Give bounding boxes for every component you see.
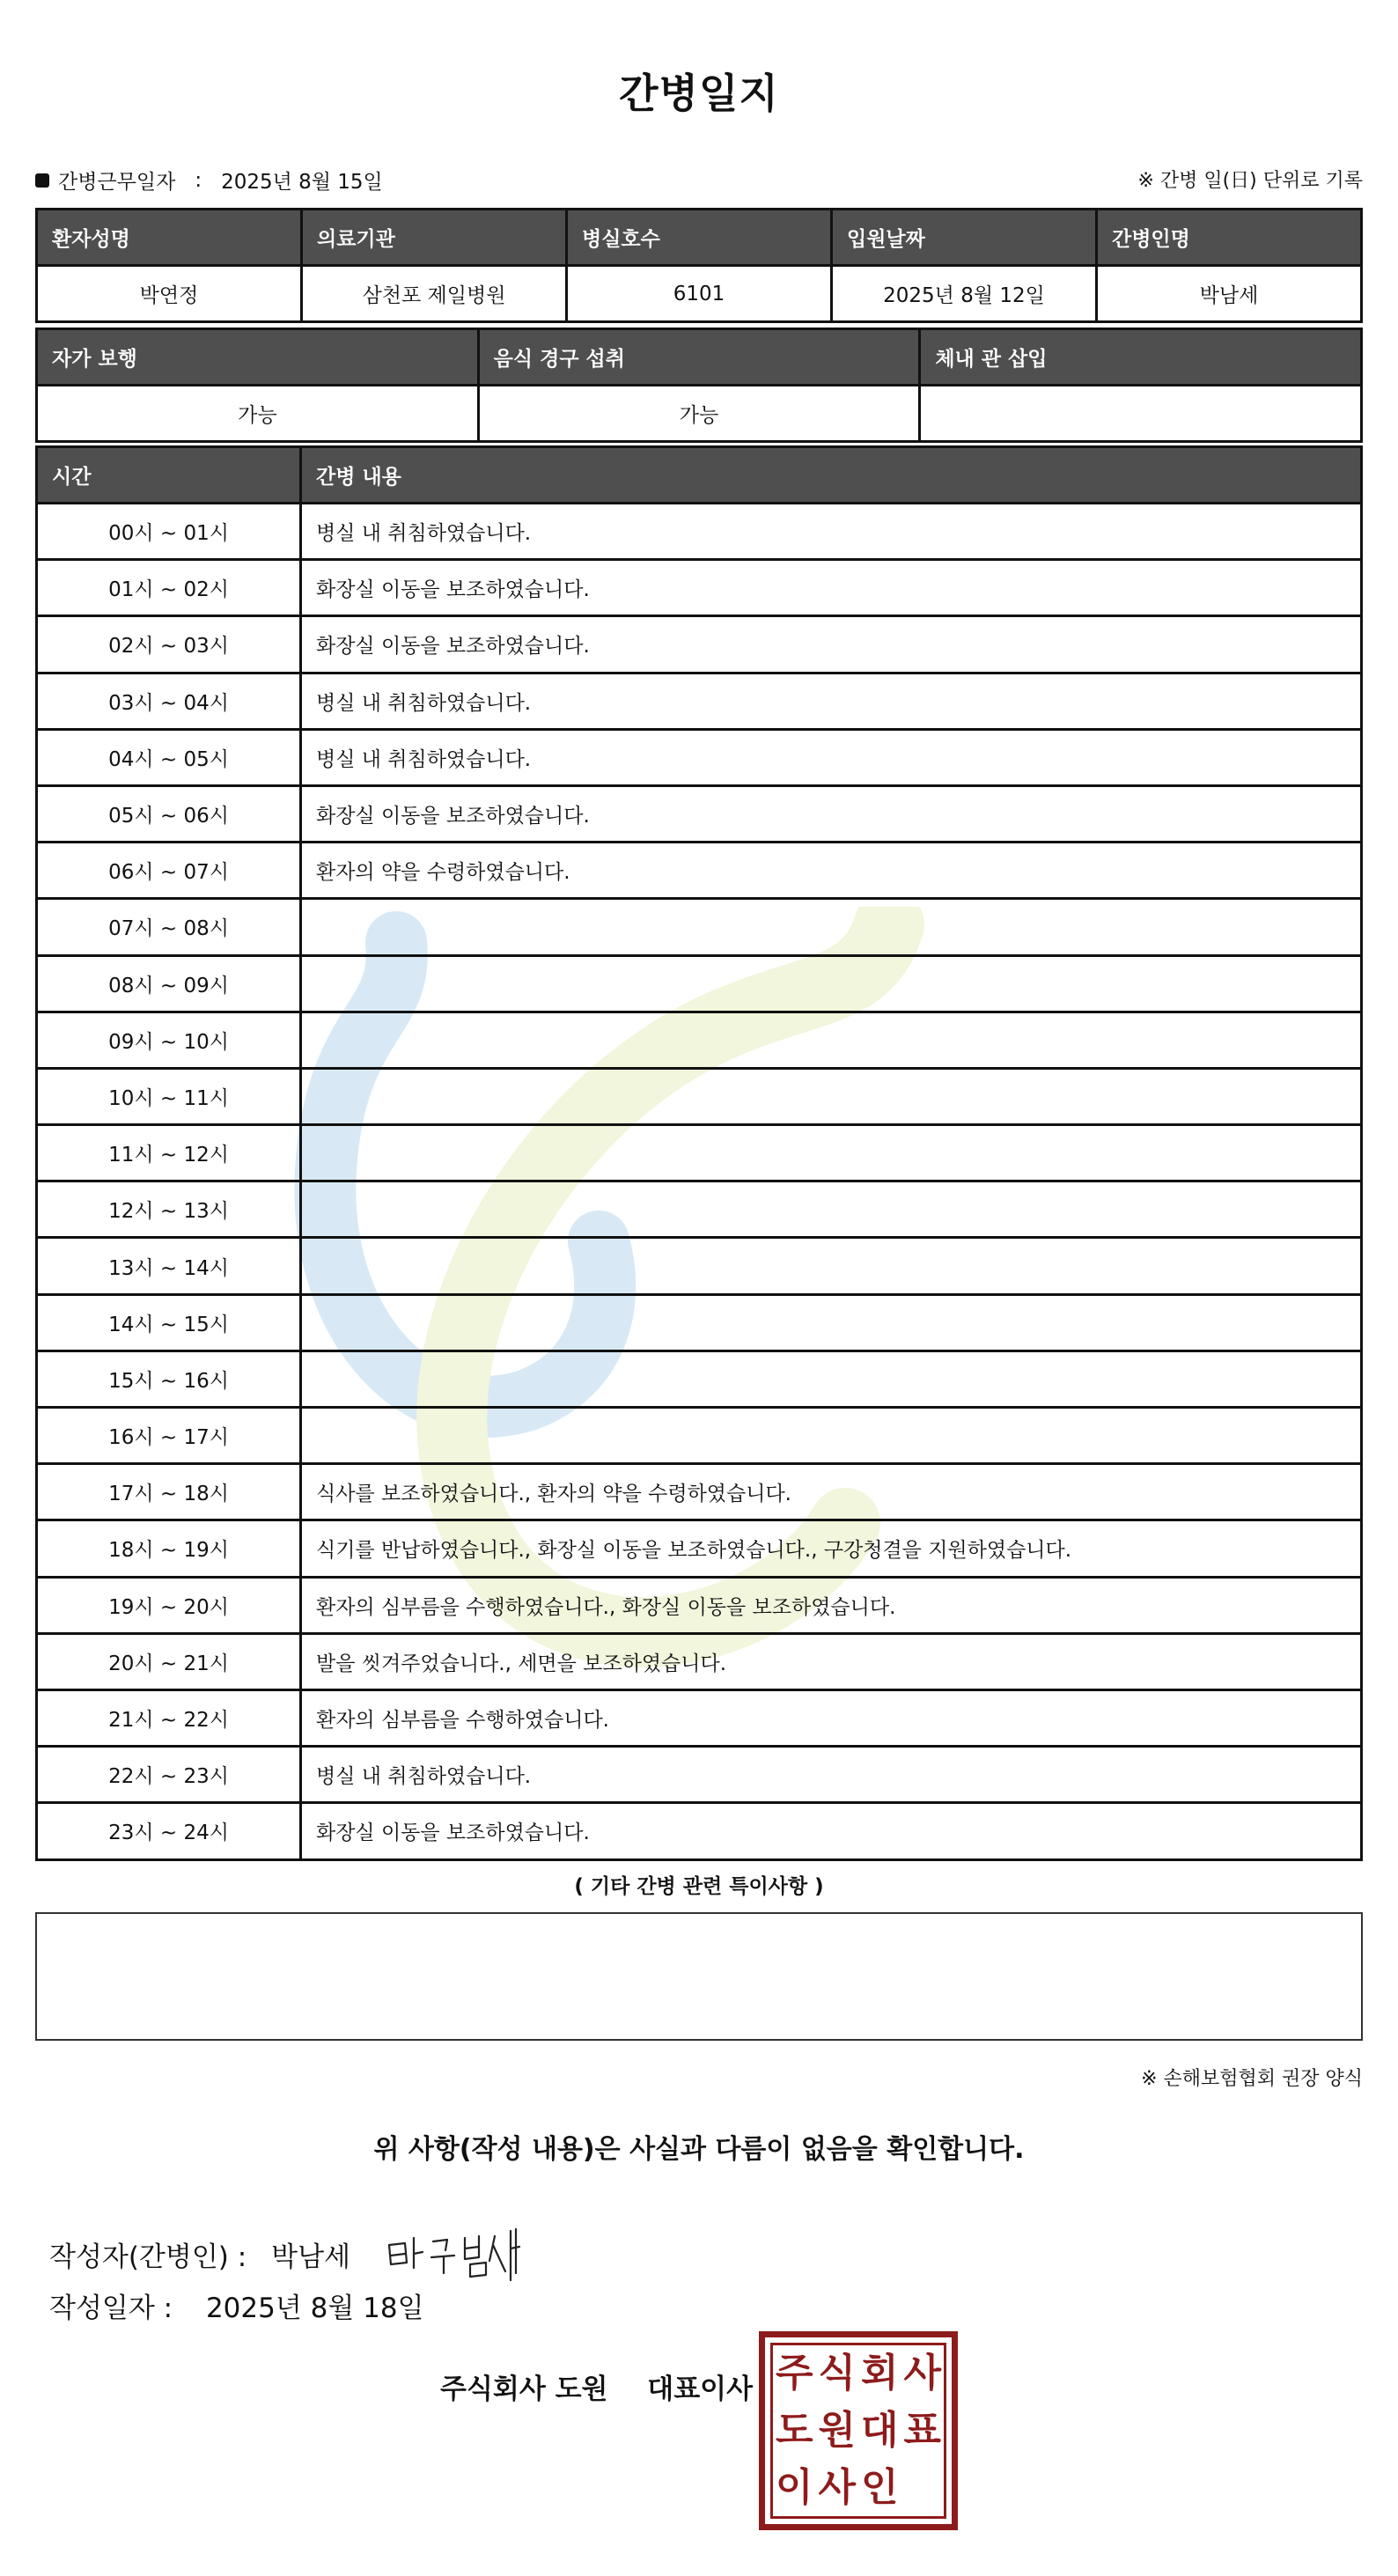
- header-room-number: 병실호수: [567, 210, 832, 266]
- seal-char: 이: [775, 2464, 813, 2510]
- company-name: 주식회사 도원: [440, 2374, 608, 2405]
- table-row: [37, 785, 1362, 842]
- care-log-rows: [37, 504, 1362, 1860]
- work-date-line: [35, 166, 383, 195]
- log-content: 병실 내 취침하였습니다.: [301, 729, 1362, 785]
- log-time: 21시 ~ 22시: [37, 1689, 301, 1746]
- header-hospital: 의료기관: [302, 210, 567, 266]
- table-row: [37, 1520, 1362, 1577]
- document-title: 간병일지: [619, 70, 779, 117]
- log-time: 06시 ~ 07시: [37, 843, 301, 899]
- header-patient-name: 환자성명: [37, 210, 302, 266]
- work-date-label: 간병근무일자: [58, 171, 176, 194]
- table-row: [37, 504, 1362, 560]
- company-title: 대표이사: [647, 2374, 754, 2405]
- table-row: [37, 1294, 1362, 1351]
- patient-name: 박연정: [37, 266, 302, 322]
- table-row: [37, 729, 1362, 785]
- log-content: 화장실 이동을 보조하였습니다.: [301, 560, 1362, 616]
- log-time: 23시 ~ 24시: [37, 1803, 301, 1859]
- log-time: 08시 ~ 09시: [37, 955, 301, 1012]
- square-bullet-icon: [35, 173, 49, 188]
- log-time: 12시 ~ 13시: [37, 1181, 301, 1238]
- log-time: 16시 ~ 17시: [37, 1408, 301, 1464]
- log-content: 발을 씻겨주었습니다., 세면을 보조하였습니다.: [301, 1633, 1362, 1689]
- log-content: 환자의 약을 수령하였습니다.: [301, 843, 1362, 899]
- company-line: [440, 2366, 753, 2406]
- write-date-label: 작성일자 :: [49, 2293, 173, 2324]
- log-content: 환자의 심부름을 수행하였습니다., 화장실 이동을 보조하였습니다.: [301, 1577, 1362, 1633]
- log-content: 병실 내 취침하였습니다.: [301, 504, 1362, 560]
- log-time: 07시 ~ 08시: [37, 899, 301, 955]
- unit-note: ※ 간병 일(日) 단위로 기록: [1137, 170, 1363, 192]
- log-content: [301, 899, 1362, 955]
- log-content: 환자의 심부름을 수행하였습니다.: [301, 1689, 1362, 1746]
- table-row: [37, 1689, 1362, 1746]
- log-content: [301, 1294, 1362, 1351]
- log-time: 05시 ~ 06시: [37, 785, 301, 842]
- table-row: [37, 1633, 1362, 1689]
- log-content: 화장실 이동을 보조하였습니다.: [301, 1803, 1362, 1859]
- log-time: 09시 ~ 10시: [37, 1012, 301, 1068]
- log-time: 11시 ~ 12시: [37, 1125, 301, 1181]
- seal-char: 주: [775, 2351, 813, 2396]
- notes-box: [35, 1912, 1363, 2041]
- log-content: 병실 내 취침하였습니다.: [301, 673, 1362, 729]
- log-content: 화장실 이동을 보조하였습니다.: [301, 785, 1362, 842]
- log-content: [301, 1068, 1362, 1124]
- seal-char: 인: [860, 2464, 899, 2510]
- table-row: [37, 1012, 1362, 1068]
- patient-info-table: [35, 208, 1363, 323]
- log-time: 20시 ~ 21시: [37, 1633, 301, 1689]
- log-content: 병실 내 취침하였습니다.: [301, 1747, 1362, 1803]
- table-row: [37, 1803, 1362, 1859]
- log-time: 14시 ~ 15시: [37, 1294, 301, 1351]
- table-row: [37, 1747, 1362, 1803]
- log-content: 화장실 이동을 보조하였습니다.: [301, 616, 1362, 673]
- room-number: 6101: [567, 266, 832, 322]
- header-admission-date: 입원날짜: [832, 210, 1097, 266]
- seal-char: [901, 2459, 945, 2516]
- writer-line: [49, 2219, 532, 2289]
- log-content: [301, 1181, 1362, 1238]
- notes-title: ( 기타 간병 관련 특이사항 ): [574, 1875, 824, 1898]
- seal-characters: [770, 2343, 946, 2519]
- care-log-table: [35, 445, 1363, 1861]
- log-time: 15시 ~ 16시: [37, 1351, 301, 1407]
- oral-intake-value: 가능: [478, 386, 920, 442]
- log-time: 10시 ~ 11시: [37, 1068, 301, 1124]
- seal-char: 표: [903, 2407, 941, 2453]
- log-time: 18시 ~ 19시: [37, 1520, 301, 1577]
- table-row: [37, 673, 1362, 729]
- table-row: [37, 899, 1362, 955]
- log-content: [301, 955, 1362, 1012]
- seal-char: 원: [818, 2407, 856, 2453]
- writer-name: 박남세: [271, 2241, 351, 2273]
- header-care-content: 간병 내용: [301, 447, 1362, 504]
- header-time: 시간: [37, 447, 301, 504]
- header-oral-intake: 음식 경구 섭취: [478, 329, 920, 386]
- hospital-name: 삼천포 제일병원: [302, 266, 567, 322]
- seal-char: 사: [903, 2351, 941, 2396]
- table-row: [37, 1577, 1362, 1633]
- company-seal-stamp: [759, 2331, 958, 2530]
- log-time: 22시 ~ 23시: [37, 1747, 301, 1803]
- log-content: [301, 1012, 1362, 1068]
- header-tube-insertion: 체내 관 삽입: [920, 329, 1362, 386]
- log-content: 식기를 반납하였습니다., 화장실 이동을 보조하였습니다., 구강청결을 지원하였습니다.: [301, 1520, 1362, 1577]
- admission-date: 2025년 8월 12일: [832, 266, 1097, 322]
- log-content: 식사를 보조하였습니다., 환자의 약을 수령하였습니다.: [301, 1464, 1362, 1520]
- log-time: 02시 ~ 03시: [37, 616, 301, 673]
- table-row: [37, 843, 1362, 899]
- log-time: 19시 ~ 20시: [37, 1577, 301, 1633]
- log-content: [301, 1238, 1362, 1294]
- caregiver-name: 박남세: [1097, 266, 1362, 322]
- write-date-line: [49, 2285, 424, 2325]
- table-row: [37, 616, 1362, 673]
- table-row: [37, 955, 1362, 1012]
- seal-char: 사: [818, 2464, 856, 2510]
- table-row: [37, 1238, 1362, 1294]
- table-row: [37, 1181, 1362, 1238]
- log-time: 04시 ~ 05시: [37, 729, 301, 785]
- confirmation-statement: 위 사항(작성 내용)은 사실과 다름이 없음을 확인합니다.: [373, 2134, 1025, 2165]
- table-row: [37, 1408, 1362, 1464]
- seal-char: 대: [860, 2407, 899, 2453]
- log-time: 00시 ~ 01시: [37, 504, 301, 560]
- seal-char: 식: [818, 2351, 856, 2396]
- work-date-separator: :: [195, 168, 202, 192]
- work-date-value: 2025년 8월 15일: [221, 171, 383, 194]
- tube-insertion-value: [920, 386, 1362, 442]
- header-caregiver-name: 간병인명: [1097, 210, 1362, 266]
- self-walking-value: 가능: [37, 386, 479, 442]
- handwritten-signature: [382, 2219, 532, 2289]
- log-content: [301, 1408, 1362, 1464]
- log-time: 03시 ~ 04시: [37, 673, 301, 729]
- seal-char: 도: [775, 2407, 813, 2453]
- seal-char: 회: [860, 2351, 899, 2396]
- log-time: 01시 ~ 02시: [37, 560, 301, 616]
- table-row: [37, 1125, 1362, 1181]
- log-content: [301, 1125, 1362, 1181]
- header-self-walking: 자가 보행: [37, 329, 479, 386]
- patient-status-table: [35, 328, 1363, 443]
- log-content: [301, 1351, 1362, 1407]
- log-time: 17시 ~ 18시: [37, 1464, 301, 1520]
- write-date-value: 2025년 8월 18일: [205, 2293, 424, 2324]
- recommend-note: ※ 손해보험협회 권장 양식: [1141, 2068, 1363, 2090]
- writer-label: 작성자(간병인) :: [49, 2241, 247, 2273]
- log-time: 13시 ~ 14시: [37, 1238, 301, 1294]
- table-row: [37, 1351, 1362, 1407]
- table-row: [37, 1464, 1362, 1520]
- table-row: [37, 560, 1362, 616]
- table-row: [37, 1068, 1362, 1124]
